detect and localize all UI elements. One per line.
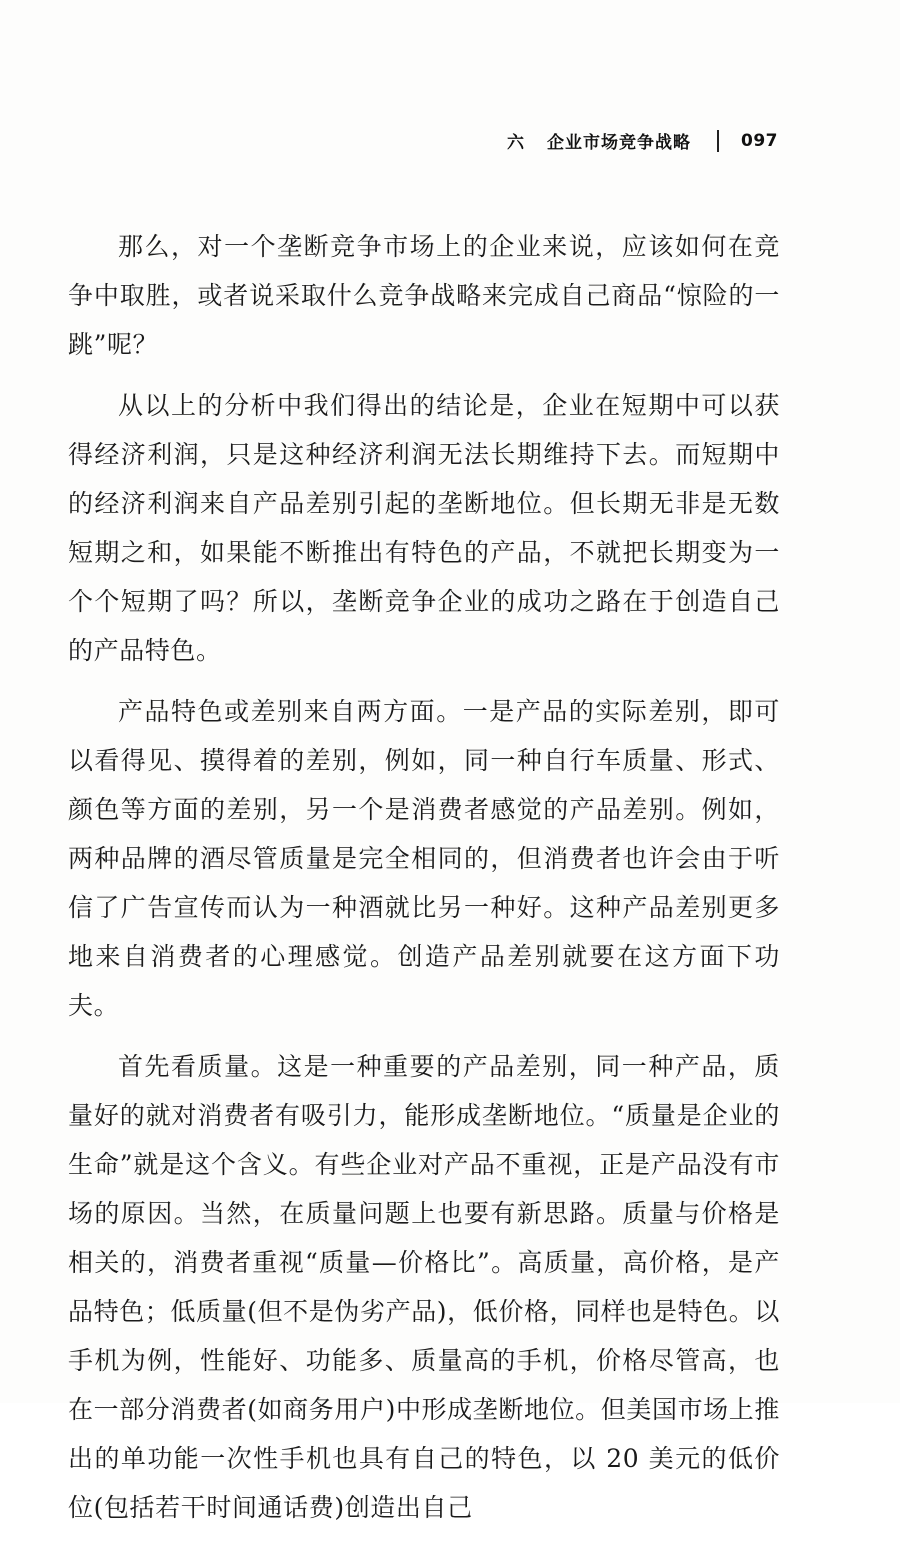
paragraph: 从以上的分析中我们得出的结论是，企业在短期中可以获得经济利润，只是这种经济利润无法长期维持下去。而短期中的经济利润来自产品差别引起的垄断地位。但长期无非是无数短期之和，如果能不断推出有特色的产品，不就把长期变为一个个短期了吗？所以，垄断竞争企业的成功之路在于创造自己的产品特色。 — [68, 391, 780, 665]
chapter-number: 六 — [507, 133, 525, 153]
chapter-title: 企业市场竞争战略 — [547, 133, 691, 153]
page-number: 097 — [741, 130, 778, 151]
paragraph: 产品特色或差别来自两方面。一是产品的实际差别，即可以看得见、摸得着的差别，例如，同一种自行车质量、形式、颜色等方面的差别，另一个是消费者感觉的产品差别。例如，两种品牌的酒尽管质量是完全相同的，但消费者也许会由于听信了广告宣传而认为一种酒就比另一种好。这种产品差别更多地来自消费者的心理感觉。创造产品差别就要在这方面下功夫。 — [68, 697, 780, 1020]
header-divider — [717, 130, 719, 152]
paragraph: 首先看质量。这是一种重要的产品差别，同一种产品，质量好的就对消费者有吸引力，能形成垄断地位。“质量是企业的生命”就是这个含义。有些企业对产品不重视，正是产品没有市场的原因。当然，在质量问题上也要有新思路。质量与价格是相关的，消费者重视“质量—价格比”。高质量，高价格，是产品特色；低质量(但不是伪劣产品)，低价格，同样也是特色。以手机为例，性能好、功能多、质量高的手机，价格尽管高，也在一部分消费者(如商务用户)中形成垄断地位。但美国市场上推出的单功能一次性手机也具有自己的特色，以 20 美元的低价位(包括若干时间通话费)创造出自己 — [68, 1052, 780, 1522]
body-text — [68, 222, 780, 1544]
paragraph: 那么，对一个垄断竞争市场上的企业来说，应该如何在竞争中取胜，或者说采取什么竞争战略来完成自己商品“惊险的一跳”呢？ — [68, 232, 780, 359]
running-header — [507, 128, 778, 153]
